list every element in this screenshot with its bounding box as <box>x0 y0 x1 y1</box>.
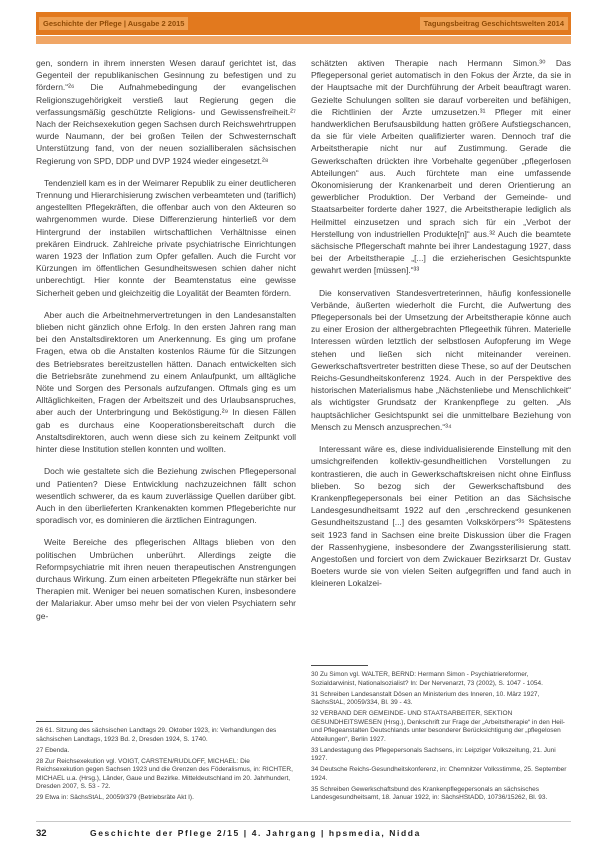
footnote: 30 Zu Simon vgl. WALTER, BERND: Hermann Simon - Psychiatriereformer, Sozialdarwinist, Nationalsozialist? In: Der Nervenarzt, 73 (2002), S. 1047 - 1054. <box>311 671 543 687</box>
footnote: 27 Ebenda. <box>36 746 70 754</box>
header-accent-strip <box>36 36 571 44</box>
footnote: 31 Schreiben Landesanstalt Dösen an Ministerium des Inneren, 10. März 1927, SächsStAL, 20059/334, Bl. 39 - 43. <box>311 690 540 706</box>
paragraph: Tendenziell kam es in der Weimarer Republik zu einer deutlicheren Trennung und Hierarchisierung zwischen verbeamteten und (tariflich) angestellten Pflegekräften, die offenbar auch von den Akteuren so wahrgenommen wurde. Diese Differenzierung hinterließ vor dem Hintergrund der instabilen wirtschaftlichen Verhältnisse einen prekären Eindruck. Zahlreiche private psychiatrische Einrichtungen waren 1923 der Inflation zum Opfer gefallen. Auch die Furcht vor Kürzungen im öffentlichen Gesundheitswesen schien daher nicht unberechtigt. Hier konnte der Beamtenstatus eine gewisse Sicherheit geben und gleichzeitig die Loyalität der Beamten fördern. <box>36 177 297 298</box>
footer-row <box>36 828 571 839</box>
page-footer <box>36 821 571 839</box>
footnote: 29 Etwa in: SächsStAL, 20059/379 (Betriebsräte Akt I). <box>36 794 194 801</box>
footnote: 32 VERBAND DER GEMEINDE- UND STAATSARBEITER, SEKTION GESUNDHEITSWESEN (Hrsg.), Denkschrift zur Frage der „Arbeitstherapie“ in den Heil- und Pflegeanstalten Deutschlands unter besonderer Berücksichtigung der „pflegelosen Abteilungen“, Berlin 1927. <box>311 710 565 743</box>
left-footnotes <box>36 721 296 805</box>
paragraph: Aber auch die Arbeitnehmervertretungen in den Landesanstalten blieben nicht gänzlich ohne Erfolg. In den ersten Jahren rang man bei den Anstaltsdirektoren um Anerkennung. Es ging um profane Fragen, etwa ob die Anstalten kostenlos Räume für die Sitzungen des Betriebsrates bereitzustellen hätten. Danach entwickelten sich die Betriebsräte zunehmend zu einem Anlaufpunkt, um alltägliche Nöte und Sorgen des Personals aufzufangen. Oftmals ging es um Alltäglichkeiten, Fragen der Arbeitszeit und des Urlaubsanspruches, aber auch der Unterbringung und Beköstigung.²⁹ In diesen Fällen gab es durchaus eine Kooperationsbereitschaft durch die Anstaltsdirektoren, auch wenn diese sich zu keinem Zeitpunkt voll hinter diese Institution stellen konnten und wollten. <box>36 309 296 455</box>
left-column-text <box>36 57 296 622</box>
left-footnote-list <box>36 727 296 803</box>
paragraph: Interessant wäre es, diese individualisierende Einstellung mit den umsichgreifenden kollektiv-gesundheitlichen Vorstellungen zu kontrastieren, die auch in Gewerkschaftskreisen nicht ohne Einfluss blieben. So bezog sich der Gewerkschaftsbund des Krankenpflegepersonals bei einer Petition an das Sächsische Landesgesundheitsamt 1922 auf den „erschreckend gesunkenen Gesundheitszustand [...] des gesamten Volkskörpers“³⁵ Spätestens seit 1923 fand in Sachsen eine breite Diskussion über die Fragen der Rassenhygiene, insbesondere der Zwangssterilisierung statt. Angestoßen und forciert von dem Zwickauer Bezirksarzt Dr. Gustav Boeters wurde sie von vielen Seiten aufgegriffen und fand auch in kleineren Lokalzei- <box>311 444 571 589</box>
header-right-label: Tagungsbeitrag Geschichtswelten 2014 <box>420 17 568 30</box>
footer-rule <box>36 821 571 822</box>
left-column <box>36 57 296 805</box>
footnote: 35 Schreiben Gewerkschaftsbund des Krankenpflegepersonals an sächsisches Landesgesundheitsamt, 18. Januar 1922, in: SächsHStADD, 10736/15262, Bl. 93. <box>311 785 548 801</box>
header-bar <box>36 12 571 35</box>
footnote: 28 Zur Reichsexekution vgl. VOIGT, CARSTEN/RUDLOFF, MICHAEL: Die Reichsexekution gegen Sachsen 1923 und die Grenzen des Föderalismus, in: RICHTER, MICHAEL u.a. (Hrsg.), Länder, Gaue und Bezirke. Mitteldeutschland im 20. Jahrhundert, Dresden 2007, S. 53 - 72. <box>36 757 293 790</box>
paragraph: gen, sondern in ihrem innersten Wesen darauf gerichtet ist, das Gegenteil der republikanischen Gesinnung zu befestigen und zu fördern.“²⁶ Die Aufnahmebedingung der evangelischen Religionszugehörigkeit verstieß laut Regierung gegen die verfassungsmäßig geschützte Religions- und Gewissensfreiheit.²⁷ Nach der Reichsexekution gegen Sachsen durch Reichswehrtruppen wurde Naumann, der bei großen Teilen der Schwesternschaft Unterstützung fand, von der neuen sozialliberalen sächsischen Regierung von SPD, DDP und DVP 1924 wieder eingesetzt.²⁸ <box>36 58 296 166</box>
footnote: 26 61. Sitzung des sächsischen Landtags 29. Oktober 1923, in: Verhandlungen des sächsischen Landtags, 1923 Bd. 2, Dresden 1924, S. 1740. <box>36 727 277 743</box>
right-footnote-list <box>311 671 571 803</box>
page-header <box>36 12 571 44</box>
right-column <box>311 57 571 805</box>
footnote-separator <box>311 665 368 666</box>
right-footnotes <box>311 665 571 805</box>
paragraph: Die konservativen Standesvertreterinnen, häufig konfessionelle Verbände, äußerten wiederholt die Furcht, die Aufwertung des Pflegepersonals bei der Umsetzung der Arbeitstherapie könne auch zu einer Erosion der althergebrachten Pflegeethik führen. Materielle Interessen würden letztlich der selbstlosen Aufopferung im Wege stehen und ließen sich nicht miteinander vereinen. Gewerkschaftsvertreter bestritten diese These, so auf der Deutschen Reichs-Gesundheitskonferenz 1924. Auch in der Perspektive des historischen Materialismus habe „Nächstenliebe und Menschlichkeit“ als wichtigster Grundsatz der Krankenpflege zu gelten. „Als hauptsächlicher Gesichtspunkt sei die unmittelbare Beziehung von Mensch zu Mensch anzusprechen.“³⁴ <box>311 287 571 432</box>
paragraph: schätzten aktiven Therapie nach Hermann Simon.³⁰ Das Pflegepersonal geriet automatisch in den Fokus der Ärzte, da sie in der Hauptsache mit der Durchführung der Arbeit beauftragt waren. Gezielte Schulungen sollten sie darauf vorbereiten und befähigen, die Richtlinien der Ärzte umzusetzen.³¹ Pfleger mit einer handwerklichen Berufsausbildung hatten größere Aufstiegschancen, da sie für viele Arbeiten qualifizierter waren. Dennoch traf die Arbeitstherapie nicht nur auf Zustimmung. Gerade die Gewerkschaften drückten ihre Vorbehalte gegenüber „pflegerlosen Abteilungen“ aus. Auch fürchtete man eine umfassende Ökonomisierung der Krankenarbeit und deren Orientierung an gewerblicher Produktion. Der Verband der Gemeinde- und Staatsarbeiter forderte daher 1927, die Arbeitstherapie lediglich als Heilmittel einzusetzen und sprach sich für ein „Verbot der Herstellung von industriellen Produkte[n]“ aus.³² Auch die beamtete sächsische Pflegerschaft mahnte bei ihrer Landestagung 1927, dass bei der Arbeitstherapie „[...] die erzieherischen Gesichtspunkte gewahrt werden [müssen].“³³ <box>311 58 571 276</box>
paragraph: Doch wie gestaltete sich die Beziehung zwischen Pflegepersonal und Patienten? Diese Entwicklung nachzuzeichnen fällt schon wesentlich schwerer, da es kaum zuverlässige Quellen darüber gibt. Auch in den überlieferten Krankenakten kommen Pflegeberichte nur sporadisch vor, es dominieren die ärztlichen Eintragungen. <box>36 466 296 526</box>
article-body <box>36 57 571 805</box>
footnote: 34 Deutsche Reichs-Gesundheitskonferenz, in: Chemnitzer Volksstimme, 25. September 1924. <box>311 766 567 782</box>
journal-line: Geschichte der Pflege 2/15 | 4. Jahrgang | hpsmedia, Nidda <box>90 828 421 838</box>
page-number: 32 <box>36 828 47 839</box>
right-column-text <box>311 57 571 590</box>
footnote-separator <box>36 721 93 722</box>
paragraph: Weite Bereiche des pflegerischen Alltags blieben von den politischen Umbrüchen unberührt. Allerdings zeigte die Reformpsychiatrie mit ihren neuen therapeutischen Anstrengungen durchaus Wirkung. Zum einen arbeiteten Pflegekräfte nun stärker bei Therapien mit. Weniger bei neuen somatischen Kuren, insbesondere der Malariakur. Aber umso mehr bei der von vielen Psychiatern sehr ge- <box>36 537 296 621</box>
header-left-label: Geschichte der Pflege | Ausgabe 2 2015 <box>39 17 188 30</box>
footnote: 33 Landestagung des Pflegepersonals Sachsens, in: Leipziger Volkszeitung, 21. Juni 1927. <box>311 746 556 762</box>
